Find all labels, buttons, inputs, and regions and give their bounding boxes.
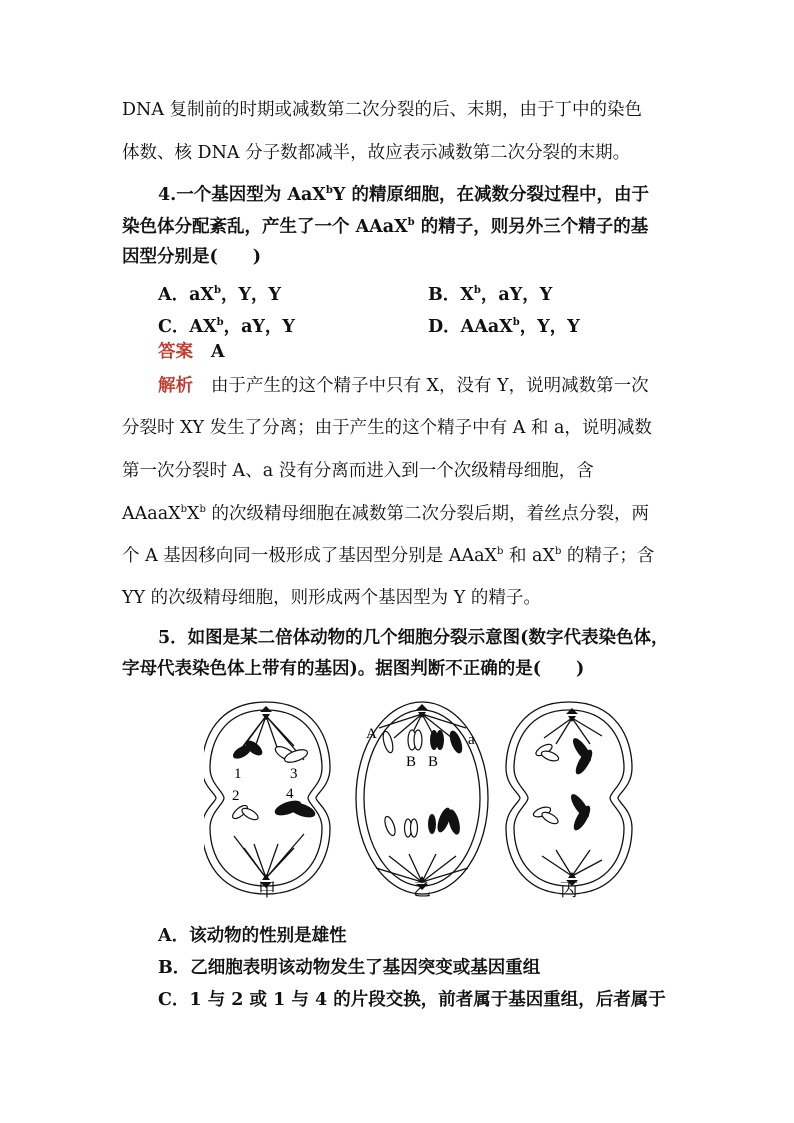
q4-option-b: B．$X^b$，aY，Y	[428, 285, 553, 305]
q5-stem-line-1: 5．如图是某二倍体动物的几个细胞分裂示意图(数字代表染色体，	[158, 628, 669, 648]
q5-option-a: A．该动物的性别是雄性	[158, 926, 347, 946]
q4-analysis-line-1: 解析 由于产生的这个精子中只有 X，没有 Y，说明减数第一次	[158, 376, 649, 396]
yi-label-B1: B	[406, 754, 417, 770]
cell-division-diagram	[204, 698, 674, 903]
jia-label-1: 1	[234, 766, 242, 782]
answer-label: 答案	[158, 342, 193, 362]
cell-bing-inner	[514, 710, 624, 886]
caption-bing: 丙	[560, 880, 578, 901]
cell-bing	[506, 702, 632, 894]
yi-label-A: A	[366, 726, 377, 742]
jia-label-3: 3	[290, 766, 298, 782]
yi-label-B2: B	[428, 754, 439, 770]
q5-stem-line-2: 字母代表染色体上带有的基因)。据图判断不正确的是( )	[122, 659, 585, 679]
jia-label-2: 2	[232, 788, 240, 804]
caption-yi: 乙	[413, 880, 431, 901]
q4-answer	[158, 344, 225, 362]
q4-stem-line-3: 因型分别是( )	[122, 247, 262, 267]
q4-analysis-line-2: 分裂时 XY 发生了分离；由于产生的这个精子中有 A 和 a，说明减数	[122, 418, 652, 438]
q4-analysis-line-4: $AAaaX^bX^b$ 的次级精母细胞在减数第二次分裂后期，着丝点分裂，两	[122, 504, 649, 524]
q5-option-b: B．乙细胞表明该动物发生了基因突变或基因重组	[158, 958, 541, 978]
q4-analysis-line-3: 第一次分裂时 A、a 没有分离而进入到一个次级精母细胞，含	[122, 461, 594, 481]
answer-value: A	[211, 342, 225, 362]
cell-division-figure	[204, 698, 674, 903]
cell-jia-inner	[210, 710, 322, 886]
caption-jia: 甲	[258, 880, 276, 901]
cell-yi-chromosomes	[366, 726, 475, 837]
analysis-label: 解析	[158, 376, 193, 396]
q5-option-c: C．1 与 2 或 1 与 4 的片段交换，前者属于基因重组，后者属于	[158, 990, 666, 1010]
paragraph-line-1: DNA 复制前的时期或减数第二次分裂的后、末期，由于丁中的染色	[122, 100, 643, 120]
q4-option-a: A．$aX^b$，Y，Y	[158, 285, 281, 305]
q4-option-d: D．AAaX$^b$，Y，Y	[428, 317, 580, 337]
cell-jia-chromosomes	[231, 738, 318, 822]
cell-bing-chromosomes	[532, 736, 595, 833]
q4-analysis-line-6: YY 的次级精母细胞，则形成两个基因型为 Y 的精子。	[122, 588, 541, 608]
jia-label-4: 4	[286, 786, 294, 802]
q4-analysis-line-5: 个 A 基因移向同一极形成了基因型分别是 AAaX$^b$ 和 $aX^b$ 的精子；含	[122, 546, 655, 566]
cell-jia	[204, 702, 330, 894]
q4-stem-line-1: 4.一个基因型为 AaX$^b$Y 的精原细胞，在减数分裂过程中，由于	[158, 185, 649, 205]
paragraph-line-2: 体数、核 DNA 分子数都减半，故应表示减数第二次分裂的末期。	[122, 143, 631, 163]
q4-option-c: C．$AX^b$，aY，Y	[158, 317, 295, 337]
q4-stem-line-2: 染色体分配紊乱，产生了一个 AAaX$^b$ 的精子，则另外三个精子的基	[122, 217, 649, 237]
yi-label-a: a	[468, 732, 475, 748]
